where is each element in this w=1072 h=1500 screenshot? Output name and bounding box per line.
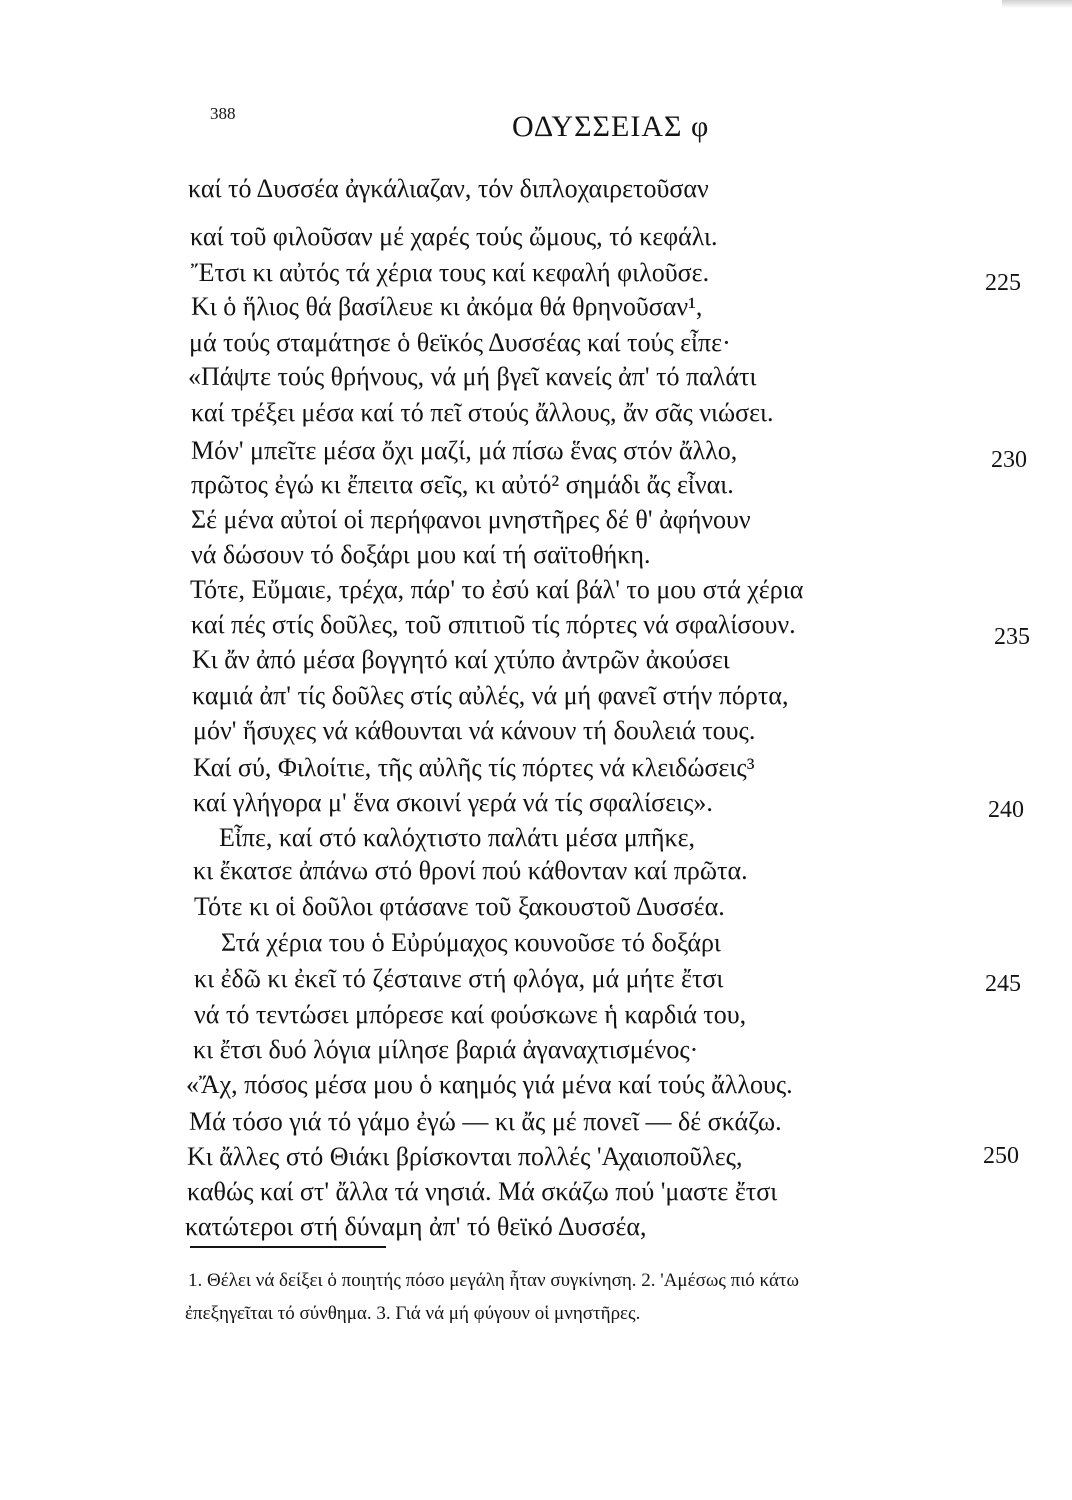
footnote-line: ἐπεξηγεῖται τό σύνθημα. 3. Γιά νά μή φύγουν οἱ μνηστῆρες. xyxy=(185,1303,641,1324)
verse-line: μόν' ἥσυχες νά κάθουνται νά κάνουν τή δουλειά τους. xyxy=(193,716,756,745)
verse-line: νά δώσουν τό δοξάρι μου καί τή σαϊτοθήκη. xyxy=(191,540,651,569)
verse-line: καί πές στίς δοῦλες, τοῦ σπιτιοῦ τίς πόρτες νά σφαλίσουν. xyxy=(191,610,796,639)
verse-line: Ἔτσι κι αὐτός τά χέρια τους καί κεφαλή φιλοῦσε. xyxy=(191,258,710,287)
verse-line: καθώς καί στ' ἄλλα τά νησιά. Μά σκάζω πού 'μαστε ἔτσι xyxy=(187,1177,778,1206)
verse-line: καί τό Δυσσέα ἀγκάλιαζαν, τόν διπλοχαιρετοῦσαν xyxy=(188,174,709,203)
line-number: 225 xyxy=(985,270,1021,296)
verse-line: Σέ μένα αὐτοί οἱ περήφανοι μνηστῆρες δέ θ' ἀφήνουν xyxy=(191,505,751,534)
page-number: 388 xyxy=(210,104,236,123)
verse-line: κατώτεροι στή δύναμη ἀπ' τό θεϊκό Δυσσέα, xyxy=(185,1212,647,1241)
verse-line: καί γλήγορα μ' ἕνα σκοινί γερά νά τίς σφαλίσεις». xyxy=(193,788,713,817)
line-number: 240 xyxy=(988,797,1024,823)
verse-line: «Ἄχ, πόσος μέσα μου ὁ καημός γιά μένα καί τούς ἄλλους. xyxy=(186,1070,793,1099)
verse-line: νά τό τεντώσει μπόρεσε καί φούσκωνε ἡ καρδιά του, xyxy=(194,1000,747,1029)
verse-line: Κι ἄλλες στό Θιάκι βρίσκονται πολλές 'Αχαιοποῦλες, xyxy=(187,1142,743,1171)
scan-edge-shadow xyxy=(1002,0,1072,8)
line-number: 245 xyxy=(985,971,1021,997)
line-number: 235 xyxy=(994,624,1030,650)
running-head: ΟΔΥΣΣΕΙΑΣ φ xyxy=(512,110,710,143)
verse-line: «Πάψτε τούς θρήνους, νά μή βγεῖ κανείς ἀπ' τό παλάτι xyxy=(188,362,757,391)
verse-line: καμιά ἀπ' τίς δοῦλες στίς αὐλές, νά μή φανεῖ στήν πόρτα, xyxy=(192,681,789,710)
line-number: 230 xyxy=(991,447,1027,473)
verse-line: κι ἐδῶ κι ἐκεῖ τό ζέσταινε στή φλόγα, μά μήτε ἔτσι xyxy=(194,964,724,993)
verse-line: Τότε, Εὔμαιε, τρέχα, πάρ' το ἐσύ καί βάλ' το μου στά χέρια xyxy=(190,575,804,604)
verse-line: πρῶτος ἐγώ κι ἔπειτα σεῖς, κι αὐτό² σημάδι ἄς εἶναι. xyxy=(191,470,734,499)
verse-line: κι ἔτσι δυό λόγια μίλησε βαριά ἀγαναχτισμένος· xyxy=(193,1035,699,1064)
verse-line: Καί σύ, Φιλοίτιε, τῆς αὐλῆς τίς πόρτες νά κλειδώσεις³ xyxy=(193,753,755,782)
verse-line: καί τρέξει μέσα καί τό πεῖ στούς ἄλλους, ἄν σᾶς νιώσει. xyxy=(191,398,774,427)
footnote-divider xyxy=(190,1246,386,1248)
verse-line: μά τούς σταμάτησε ὁ θεϊκός Δυσσέας καί τούς εἶπε· xyxy=(189,328,731,357)
verse-line: Κι ὁ ἥλιος θά βασίλευε κι ἀκόμα θά θρηνοῦσαν¹, xyxy=(191,292,703,321)
verse-line: Κι ἄν ἀπό μέσα βογγητό καί χτύπο ἀντρῶν ἀκούσει xyxy=(192,645,730,674)
verse-line: κι ἔκατσε ἀπάνω στό θρονί πού κάθονταν καί πρῶτα. xyxy=(193,856,748,885)
footnote-line: 1. Θέλει νά δείξει ὁ ποιητής πόσο μεγάλη ἦταν συγκίνηση. 2. 'Αμέσως πιό κάτω xyxy=(188,1270,800,1291)
verse-line: Τότε κι οἱ δοῦλοι φτάσανε τοῦ ξακουστοῦ Δυσσέα. xyxy=(194,892,725,921)
verse-line: Μά τόσο γιά τό γάμο ἐγώ — κι ἄς μέ πονεῖ — δέ σκάζω. xyxy=(189,1107,782,1136)
verse-line: Εἶπε, καί στό καλόχτιστο παλάτι μέσα μπῆκε, xyxy=(219,823,696,852)
verse-line: Μόν' μπεῖτε μέσα ὄχι μαζί, μά πίσω ἕνας στόν ἄλλο, xyxy=(191,436,738,465)
verse-line: Στά χέρια του ὁ Εὐρύμαχος κουνοῦσε τό δοξάρι xyxy=(221,928,721,957)
line-number: 250 xyxy=(983,1143,1019,1169)
verse-line: καί τοῦ φιλοῦσαν μέ χαρές τούς ὤμους, τό κεφάλι. xyxy=(190,222,718,251)
